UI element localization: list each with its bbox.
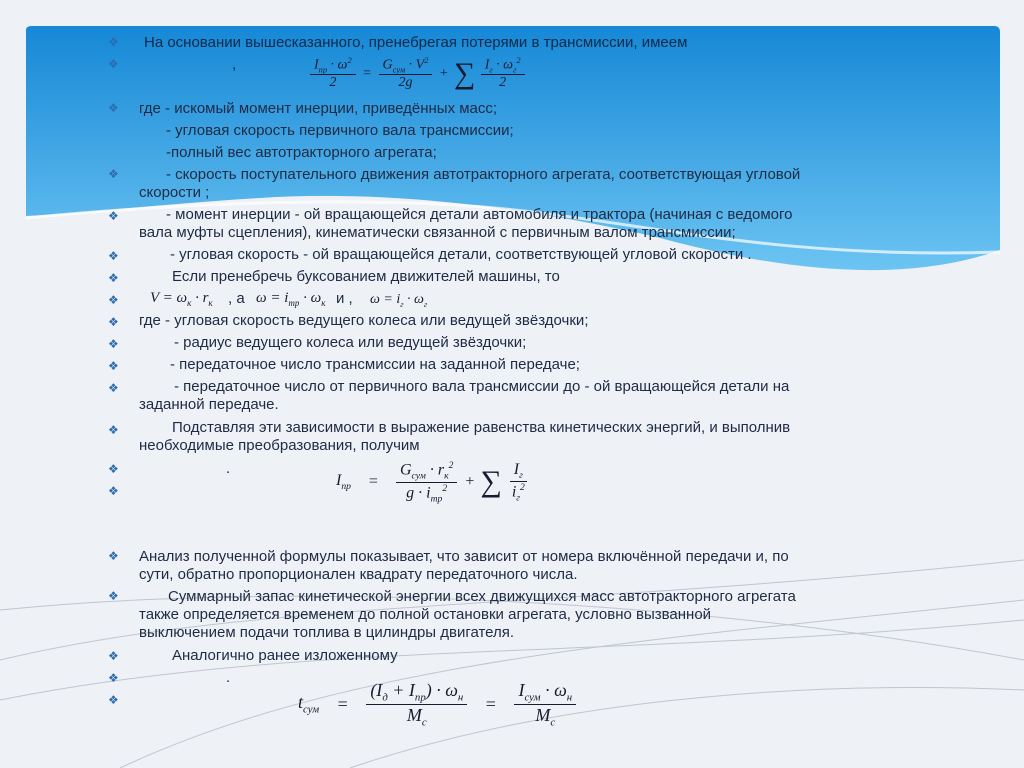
velocity-formula: $V = \omega_к \cdot r_к$ <box>150 290 213 308</box>
definition-line: - радиус ведущего колеса или ведущей звёздочки; <box>174 334 527 351</box>
diamond-bullet-icon: ❖ <box>108 671 119 685</box>
definition-line: где - угловая скорость ведущего колеса или ведущей звёздочки; <box>139 312 589 329</box>
text-line: Если пренебречь буксованием движителей машины, то <box>172 268 560 285</box>
text-line: Аналогично ранее изложенному <box>172 647 398 664</box>
definition-line: - момент инерции - ой вращающейся детали автомобиля и трактора (начиная с ведомого <box>166 206 793 223</box>
diamond-bullet-icon: ❖ <box>108 293 119 307</box>
text-fragment: . <box>226 669 231 686</box>
diamond-bullet-icon: ❖ <box>108 423 119 437</box>
definition-line: - передаточное число от первичного вала трансмиссии до - ой вращающейся детали на <box>174 378 790 395</box>
diamond-bullet-icon: ❖ <box>108 549 119 563</box>
angular-velocity-formula-2: $\omega = i_г \cdot \omega_г$ <box>370 292 428 309</box>
definition-line: скорости ; <box>139 184 210 201</box>
energy-line: выключением подачи топлива в цилиндры двигателя. <box>139 624 515 641</box>
diamond-bullet-icon: ❖ <box>108 167 119 181</box>
diamond-bullet-icon: ❖ <box>108 271 119 285</box>
definition-line: вала муфты сцепления), кинематически связанной с первичным валом трансмиссии; <box>139 224 736 241</box>
definition-line: - скорость поступательного движения автотракторного агрегата, соответствующая угловой <box>166 166 801 183</box>
definition-line: заданной передаче. <box>139 396 279 413</box>
energy-line: Суммарный запас кинетической энергии всех движущихся масс автотракторного агрегата <box>168 588 796 605</box>
stop-time-formula: $t_{сум}$ = $\frac{(I_д + I_{пр}) \cdot \omega_н}{M_с}$ = $\frac{I_{сум} \cdot \omega_н}{M_с}$ <box>298 680 576 728</box>
text-line: Подставляя эти зависимости в выражение равенства кинетических энергий, и выполнив <box>172 419 791 436</box>
diamond-bullet-icon: ❖ <box>108 57 119 71</box>
reduced-inertia-formula: $I_{пр}$ = $\frac{G_{сум} \cdot r_к^2}{g \cdot i_{тр}^2}$ + ∑ $\frac{I_г}{i_г^2}$ <box>336 460 529 504</box>
text-fragment: и , <box>336 290 353 307</box>
text-fragment: . <box>226 460 231 477</box>
definition-line: - передаточное число трансмиссии на заданной передаче; <box>170 356 580 373</box>
angular-velocity-formula: $\omega = i_{тр} \cdot \omega_к$ <box>256 290 326 308</box>
diamond-bullet-icon: ❖ <box>108 315 119 329</box>
comma-line: , <box>232 56 237 73</box>
definition-line: - угловая скорость - ой вращающейся детали, соответствующей угловой скорости . <box>170 246 752 263</box>
analysis-line: Анализ полученной формулы показывает, что зависит от номера включённой передачи и, по <box>139 548 789 565</box>
diamond-bullet-icon: ❖ <box>108 337 119 351</box>
diamond-bullet-icon: ❖ <box>108 35 119 49</box>
diamond-bullet-icon: ❖ <box>108 484 119 498</box>
text-line: необходимые преобразования, получим <box>139 437 420 454</box>
diamond-bullet-icon: ❖ <box>108 649 119 663</box>
diamond-bullet-icon: ❖ <box>108 589 119 603</box>
diamond-bullet-icon: ❖ <box>108 359 119 373</box>
text-fragment: , а <box>228 290 245 307</box>
diamond-bullet-icon: ❖ <box>108 249 119 263</box>
diamond-bullet-icon: ❖ <box>108 209 119 223</box>
definition-line: - угловая скорость первичного вала трансмиссии; <box>166 122 514 139</box>
definition-line: -полный вес автотракторного агрегата; <box>166 144 437 161</box>
definition-line: где - искомый момент инерции, приведённых масс; <box>139 100 498 117</box>
intro-line: На основании вышесказанного, пренебрегая потерями в трансмиссии, имеем <box>144 34 688 51</box>
diamond-bullet-icon: ❖ <box>108 101 119 115</box>
kinetic-energy-formula: $\frac{I_{пр} \cdot \omega^2}{2}$ = $\frac{G_{сум} \cdot V^2}{2g}$ + ∑ $\frac{I_г \cdot \omega_г^2}{2}$ <box>310 56 525 91</box>
diamond-bullet-icon: ❖ <box>108 693 119 707</box>
diamond-bullet-icon: ❖ <box>108 462 119 476</box>
energy-line: также определяется временем до полной остановки агрегата, условно вызванной <box>139 606 712 623</box>
analysis-line: сути, обратно пропорционален квадрату передаточного числа. <box>139 566 578 583</box>
diamond-bullet-icon: ❖ <box>108 381 119 395</box>
